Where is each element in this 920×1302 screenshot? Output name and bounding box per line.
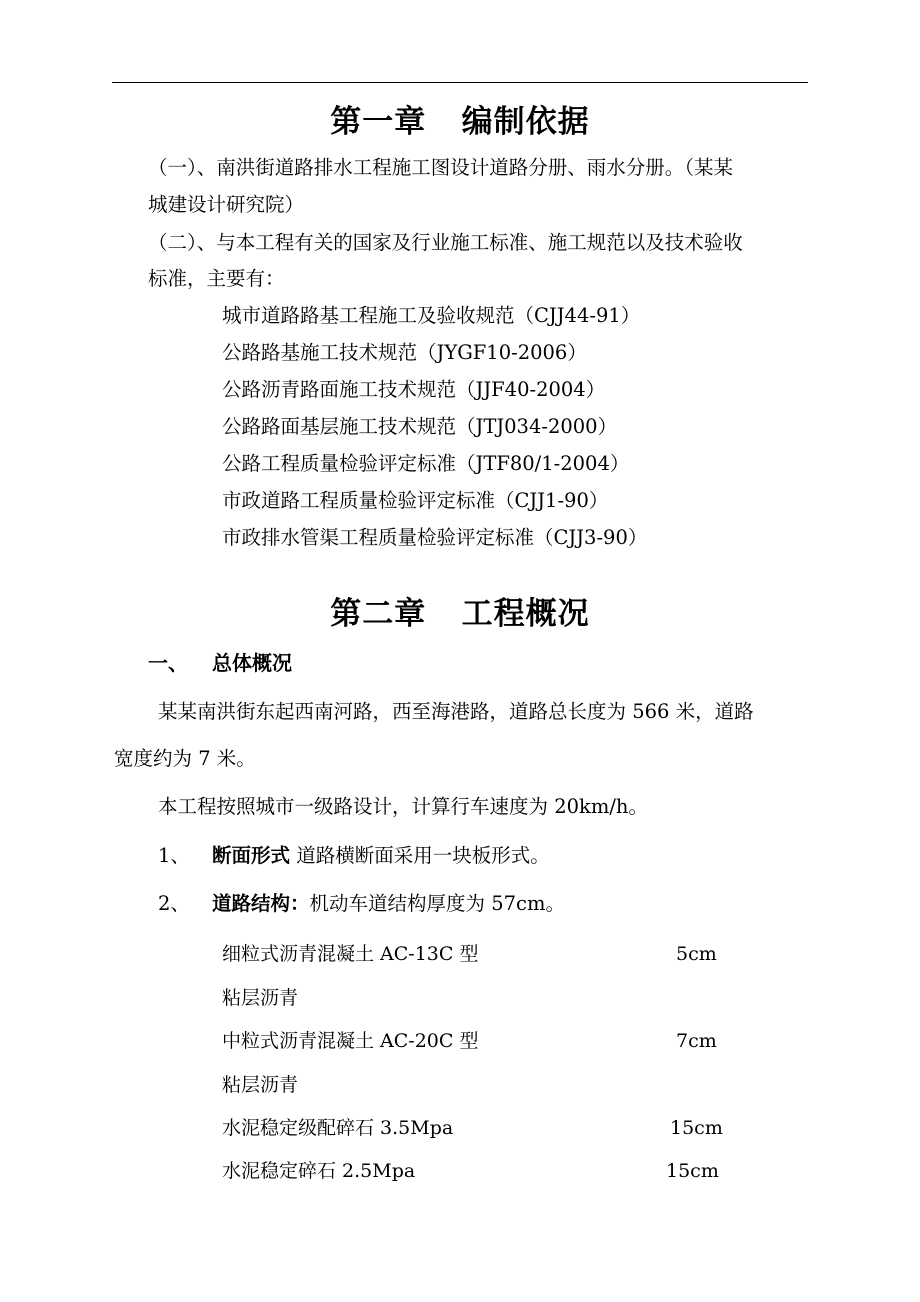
basis-item1-line2: 城建设计研究院）: [148, 193, 305, 216]
standard-item: 市政道路工程质量检验评定标准（CJJ1-90）: [222, 489, 609, 512]
item1-line: [212, 841, 550, 871]
item1-number: 1、: [158, 844, 190, 867]
standard-item: 城市道路路基工程施工及验收规范（CJJ44-91）: [222, 304, 641, 327]
section1-title: 总体概况: [212, 651, 292, 675]
chapter1-title: 第一章 编制依据: [330, 104, 590, 140]
layer-thickness: 15cm: [666, 1160, 719, 1182]
overview-para2: 本工程按照城市一级路设计，计算行车速度为 20km/h。: [158, 795, 648, 818]
standard-item: 公路工程质量检验评定标准（JTF80/1-2004）: [222, 452, 630, 475]
standard-item: 市政排水管渠工程质量检验评定标准（CJJ3-90）: [222, 526, 648, 549]
standard-item: 公路沥青路面施工技术规范（JJF40-2004）: [222, 378, 606, 401]
layer-name: 粘层沥青: [222, 987, 299, 1009]
basis-item2-line2: 标准，主要有：: [148, 267, 285, 290]
standard-item: 公路路基施工技术规范（JYGF10-2006）: [222, 341, 587, 364]
header-rule: [112, 82, 808, 83]
item2-text: 机动车道结构厚度为 57cm。: [309, 892, 565, 915]
item1-text: 道路横断面采用一块板形式。: [290, 844, 550, 867]
layer-thickness: 15cm: [670, 1117, 723, 1139]
overview-para1-line2: 宽度约为 7 米。: [114, 747, 256, 770]
overview-para1-line1: 某某南洪街东起西南河路，西至海港路，道路总长度为 566 米，道路: [158, 700, 754, 723]
chapter2-title: 第二章 工程概况: [330, 596, 590, 632]
layer-name: 中粒式沥青混凝土 AC-20C 型: [222, 1030, 479, 1052]
section1-number: 一、: [148, 651, 188, 675]
layer-name: 水泥稳定级配碎石 3.5Mpa: [222, 1117, 454, 1139]
item2-line: [212, 889, 565, 919]
basis-item2-line1: （二）、与本工程有关的国家及行业施工标准、施工规范以及技术验收: [148, 231, 743, 254]
layer-name: 细粒式沥青混凝土 AC-13C 型: [222, 943, 479, 965]
item2-label: 道路结构：: [212, 892, 310, 915]
item2-number: 2、: [158, 892, 190, 915]
standard-item: 公路路面基层施工技术规范（JTJ034-2000）: [222, 415, 618, 438]
layer-thickness: 7cm: [676, 1030, 717, 1052]
item1-label: 断面形式: [212, 844, 291, 867]
layer-name: 水泥稳定碎石 2.5Mpa: [222, 1160, 416, 1182]
layer-thickness: 5cm: [676, 943, 717, 965]
basis-item1-line1: （一）、南洪街道路排水工程施工图设计道路分册、雨水分册。（某某: [148, 156, 734, 179]
layer-name: 粘层沥青: [222, 1074, 299, 1096]
